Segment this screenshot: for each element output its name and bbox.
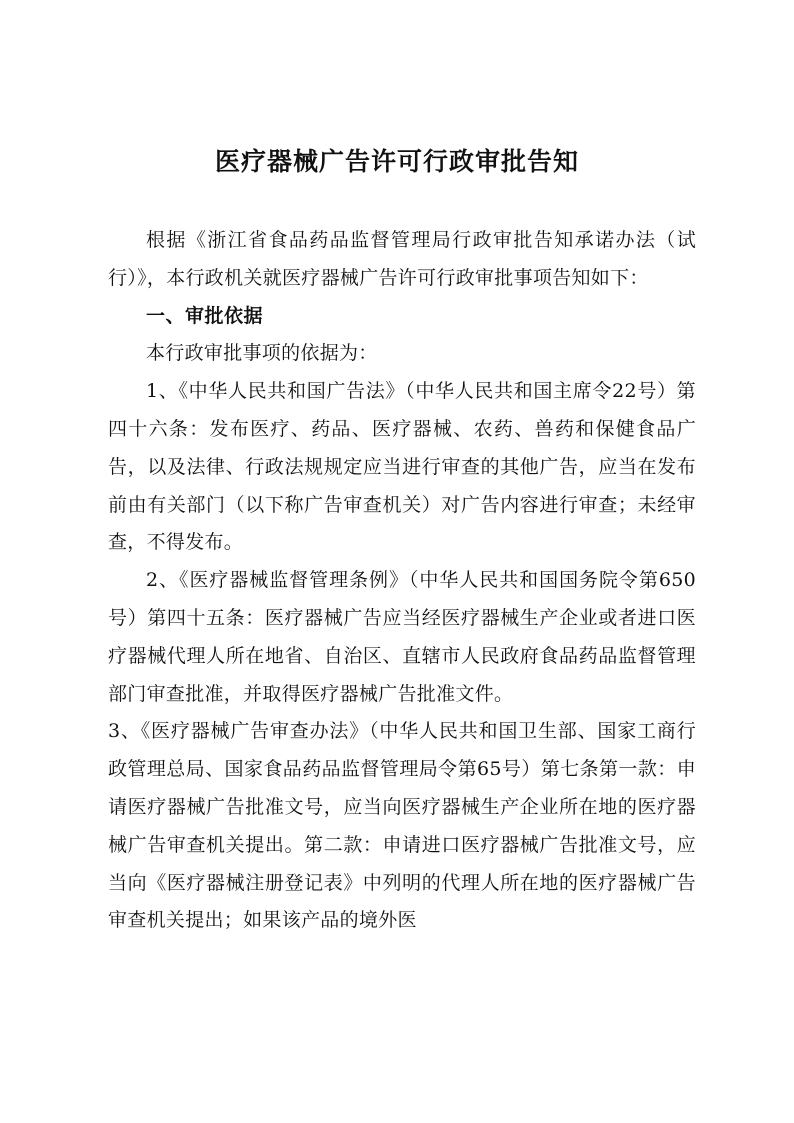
document-body (108, 222, 696, 940)
intro-paragraph: 根据《浙江省食品药品监督管理局行政审批告知承诺办法（试行）》，本行政机关就医疗器械广告许可行政审批事项告知如下： (108, 229, 696, 289)
document-title: 医疗器械广告许可行政审批告知 (214, 147, 579, 176)
basis-item-1: 1、《中华人民共和国广告法》（中华人民共和国主席令22号）第四十六条：发布医疗、药品、医疗器械、农药、兽药和保健食品广告，以及法律、行政法规规定应当进行审查的其他广告，应当在发布前由有关部门（以下称广告审查机关）对广告内容进行审查；未经审查，不得发布。 (108, 380, 696, 554)
basis-item-2: 2、《医疗器械监督管理条例》（中华人民共和国国务院令第650号）第四十五条：医疗器械广告应当经医疗器械生产企业或者进口医疗器械代理人所在地省、自治区、直辖市人民政府食品药品监督管理部门审查批准，并取得医疗器械广告批准文件。 (108, 569, 696, 705)
section-lead: 本行政审批事项的依据为： (146, 342, 378, 365)
basis-item-3: 3、《医疗器械广告审查办法》（中华人民共和国卫生部、国家工商行政管理总局、国家食品药品监督管理局令第65号）第七条第一款：申请医疗器械广告批准文号，应当向医疗器械生产企业所在地的医疗器械广告审查机关提出。第二款：申请进口医疗器械广告批准文号，应当向《医疗器械注册登记表》中列明的代理人所在地的医疗器械广告审查机关提出；如果该产品的境外医 (108, 720, 696, 932)
section-heading: 一、审批依据 (146, 304, 264, 327)
